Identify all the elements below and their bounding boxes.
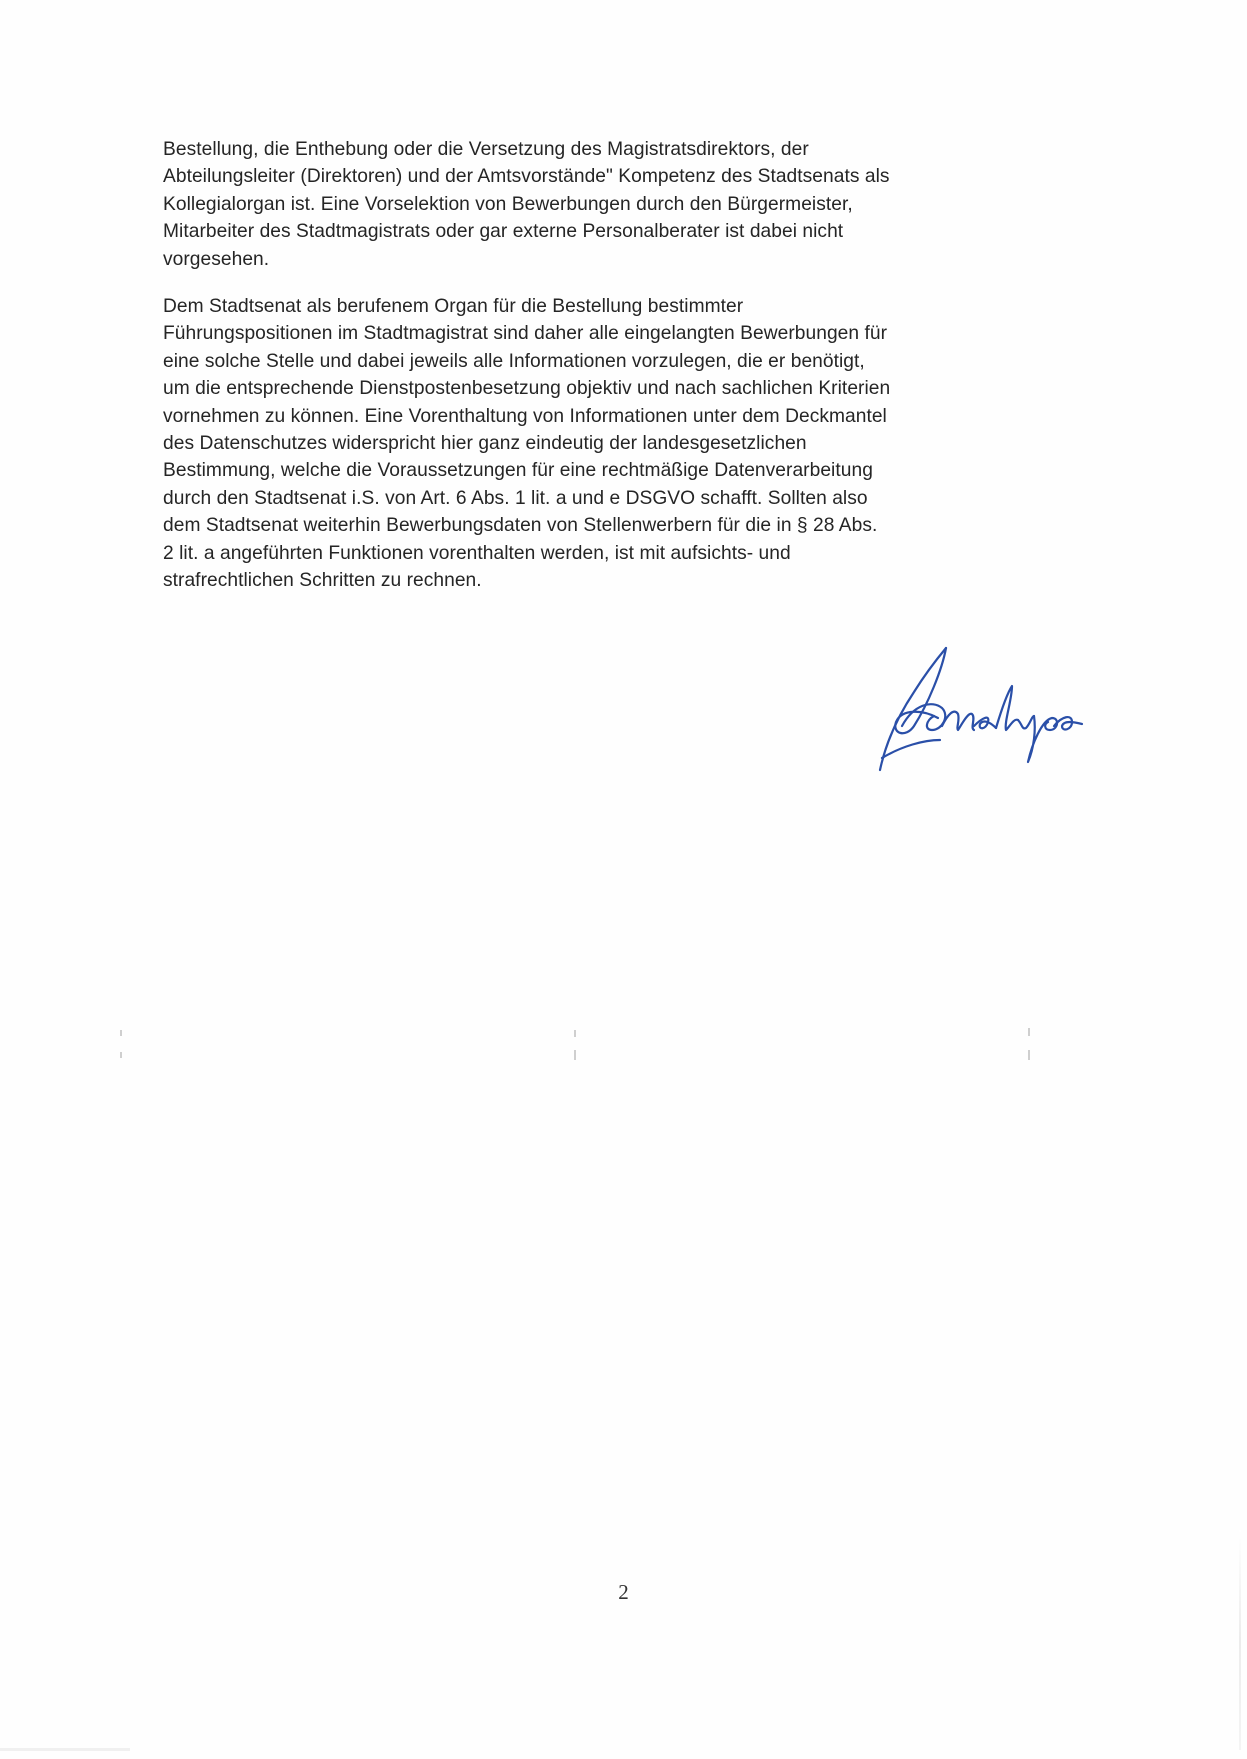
scan-edge	[1239, 1530, 1241, 1750]
text-line: Abteilungsleiter (Direktoren) und der Amtsvorstände" Kompetenz des Stadtsenats als	[163, 166, 890, 188]
text-line: Bestimmung, welche die Voraussetzungen für eine rechtmäßige Datenverarbeitung	[163, 460, 873, 482]
text-line: vorgesehen.	[163, 248, 270, 270]
paragraph-2	[163, 293, 1103, 594]
scan-speck	[120, 1052, 122, 1058]
page-number: 2	[618, 1580, 629, 1604]
scan-edge	[0, 1748, 130, 1751]
text-line: vornehmen zu können. Eine Vorenthaltung von Informationen unter dem Deckmantel	[163, 405, 887, 427]
scan-speck	[120, 1030, 122, 1036]
paragraph-1	[163, 136, 1103, 273]
text-line: durch den Stadtsenat i.S. von Art. 6 Abs. 1 lit. a und e DSGVO schafft. Sollten also	[163, 487, 868, 509]
text-line: strafrechtlichen Schritten zu rechnen.	[163, 570, 482, 592]
text-line: Führungspositionen im Stadtmagistrat sind daher alle eingelangten Bewerbungen für	[163, 323, 888, 345]
text-line: dem Stadtsenat weiterhin Bewerbungsdaten von Stellenwerbern für die in § 28 Abs.	[163, 515, 878, 537]
scan-speck	[1028, 1028, 1030, 1036]
scan-speck	[574, 1050, 576, 1060]
scan-speck	[1028, 1050, 1030, 1060]
text-line: Mitarbeiter des Stadtmagistrats oder gar externe Personalberater ist dabei nicht	[163, 221, 844, 243]
text-line: Kollegialorgan ist. Eine Vorselektion von Bewerbungen durch den Bürgermeister,	[163, 193, 853, 215]
body-text	[163, 136, 1103, 595]
handwritten-signature	[862, 630, 1102, 780]
text-line: um die entsprechende Dienstpostenbesetzung objektiv und nach sachlichen Kriterien	[163, 378, 891, 400]
scan-speck	[574, 1030, 576, 1037]
text-line: Bestellung, die Enthebung oder die Versetzung des Magistratsdirektors, der	[163, 139, 809, 160]
text-line: 2 lit. a angeführten Funktionen vorenthalten werden, ist mit aufsichts- und	[163, 542, 791, 564]
text-line: eine solche Stelle und dabei jeweils alle Informationen vorzulegen, die er benötigt,	[163, 350, 865, 372]
text-line: des Datenschutzes widerspricht hier ganz eindeutig der landesgesetzlichen	[163, 433, 807, 455]
text-line: Dem Stadtsenat als berufenem Organ für die Bestellung bestimmter	[163, 296, 744, 318]
